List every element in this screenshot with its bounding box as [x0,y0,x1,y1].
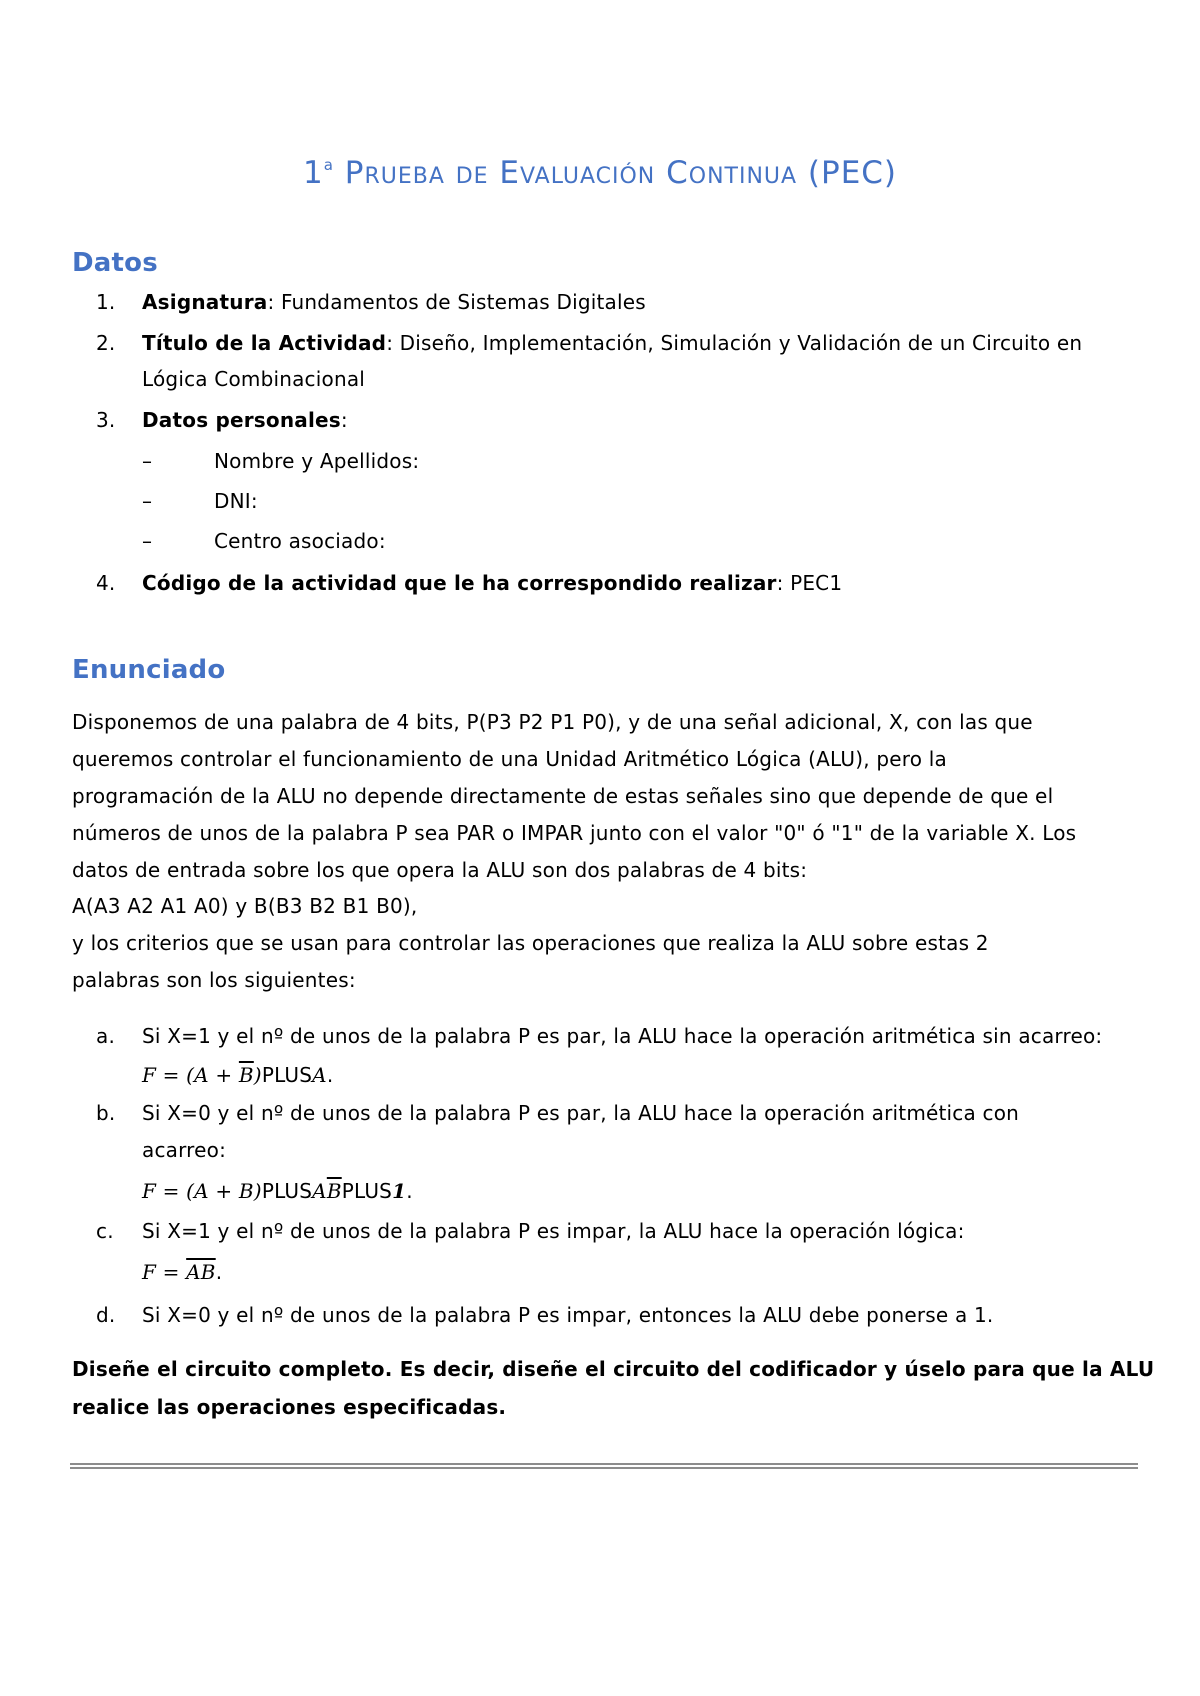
formula-punct: . [326,1063,334,1087]
formula-c [142,1260,222,1284]
formula-symbol: A [312,1063,327,1087]
case-text: Si X=0 y el nº de unos de la palabra P es par, la ALU hace la operación aritmética con [142,1101,1020,1125]
item-number: 4. [96,571,116,595]
paragraph-line: datos de entrada sobre los que opera la ALU son dos palabras de 4 bits: [72,858,808,882]
formula-op-text: PLUS [261,1063,313,1087]
case-letter: b. [96,1101,116,1125]
bottom-divider [70,1463,1138,1469]
formula-operator: = ( [156,1063,195,1087]
paragraph-line: números de unos de la palabra P sea PAR o IMPAR junto con el valor "0" ó "1" de la variable X. Los [72,821,1077,845]
formula-operator: + [208,1179,239,1203]
item-label: Código de la actividad que le ha correspondido realizar [142,571,777,595]
formula-symbol-negated: $\overline{B}$ [326,1179,342,1203]
formula-b [142,1179,413,1203]
field-label: DNI: [214,489,258,513]
title-number: 1 [302,155,324,191]
formula-operator: = [156,1260,187,1284]
title-text: Prueba de Evaluación Continua (PEC) [333,155,898,191]
dash-bullet: – [142,529,153,553]
paragraph-line: A(A3 A2 A1 A0) y B(B3 B2 B1 B0), [72,894,418,918]
instruction-line: realice las operaciones especificadas. [72,1395,507,1419]
paragraph-line: programación de la ALU no depende directamente de estas señales sino que depende de que el [72,784,1054,808]
paragraph-line: y los criterios que se usan para controlar las operaciones que realiza la ALU sobre estas 2 [72,931,989,955]
page-title [0,155,1200,191]
formula-constant: 1 [392,1179,407,1203]
section-heading-enunciado: Enunciado [72,655,226,685]
item-number: 1. [96,290,116,314]
paragraph-line: Disponemos de una palabra de 4 bits, P(P3 P2 P1 P0), y de una señal adicional, X, con las que [72,710,1033,734]
dash-bullet: – [142,449,153,473]
item-value: : PEC1 [776,571,843,595]
title-ordinal: a [323,156,334,174]
formula-operator: ) [253,1179,262,1203]
case-letter: d. [96,1303,116,1327]
case-letter: c. [96,1219,114,1243]
section-heading-datos: Datos [72,248,158,278]
instruction-line: Diseñe el circuito completo. Es decir, diseñe el circuito del codificador y úselo para que la ALU [72,1357,1155,1381]
case-letter: a. [96,1024,116,1048]
formula-punct: . [406,1179,413,1203]
item-number: 3. [96,408,116,432]
case-text: Si X=1 y el nº de unos de la palabra P es impar, la ALU hace la operación lógica: [142,1219,965,1243]
formula-symbol: A [312,1179,327,1203]
formula-symbol: F [142,1260,157,1284]
formula-symbol-negated: $\overline{AB}$ [186,1260,216,1284]
item-number: 2. [96,331,116,355]
formula-operator: + [208,1063,239,1087]
case-text-continuation: acarreo: [142,1138,227,1162]
dash-bullet: – [142,489,153,513]
item-label: Datos personales [142,408,341,432]
item-value: : Diseño, Implementación, Simulación y Validación de un Circuito en [386,331,1083,355]
formula-operator: = ( [156,1179,195,1203]
formula-op-text: PLUS [341,1179,393,1203]
paragraph-line: queremos controlar el funcionamiento de una Unidad Aritmético Lógica (ALU), pero la [72,747,947,771]
formula-punct: . [215,1260,223,1284]
formula-operator: ) [253,1063,262,1087]
field-label: Nombre y Apellidos: [214,449,420,473]
formula-symbol: A [194,1179,209,1203]
formula-symbol: F [142,1179,157,1203]
formula-symbol-negated: $\overline{B}$ [238,1063,254,1087]
item-value: : [340,408,348,432]
item-value: : Fundamentos de Sistemas Digitales [267,290,646,314]
case-text: Si X=0 y el nº de unos de la palabra P es impar, entonces la ALU debe ponerse a 1. [142,1303,994,1327]
item-value-continuation: Lógica Combinacional [142,367,366,391]
paragraph-line: palabras son los siguientes: [72,968,356,992]
formula-symbol: A [194,1063,209,1087]
formula-symbol: B [238,1179,254,1203]
formula-symbol: F [142,1063,157,1087]
field-label: Centro asociado: [214,529,386,553]
item-label: Asignatura [142,290,268,314]
formula-op-text: PLUS [261,1179,313,1203]
item-label: Título de la Actividad [142,331,387,355]
formula-a [142,1063,333,1087]
case-text: Si X=1 y el nº de unos de la palabra P es par, la ALU hace la operación aritmética sin acarreo: [142,1024,1103,1048]
